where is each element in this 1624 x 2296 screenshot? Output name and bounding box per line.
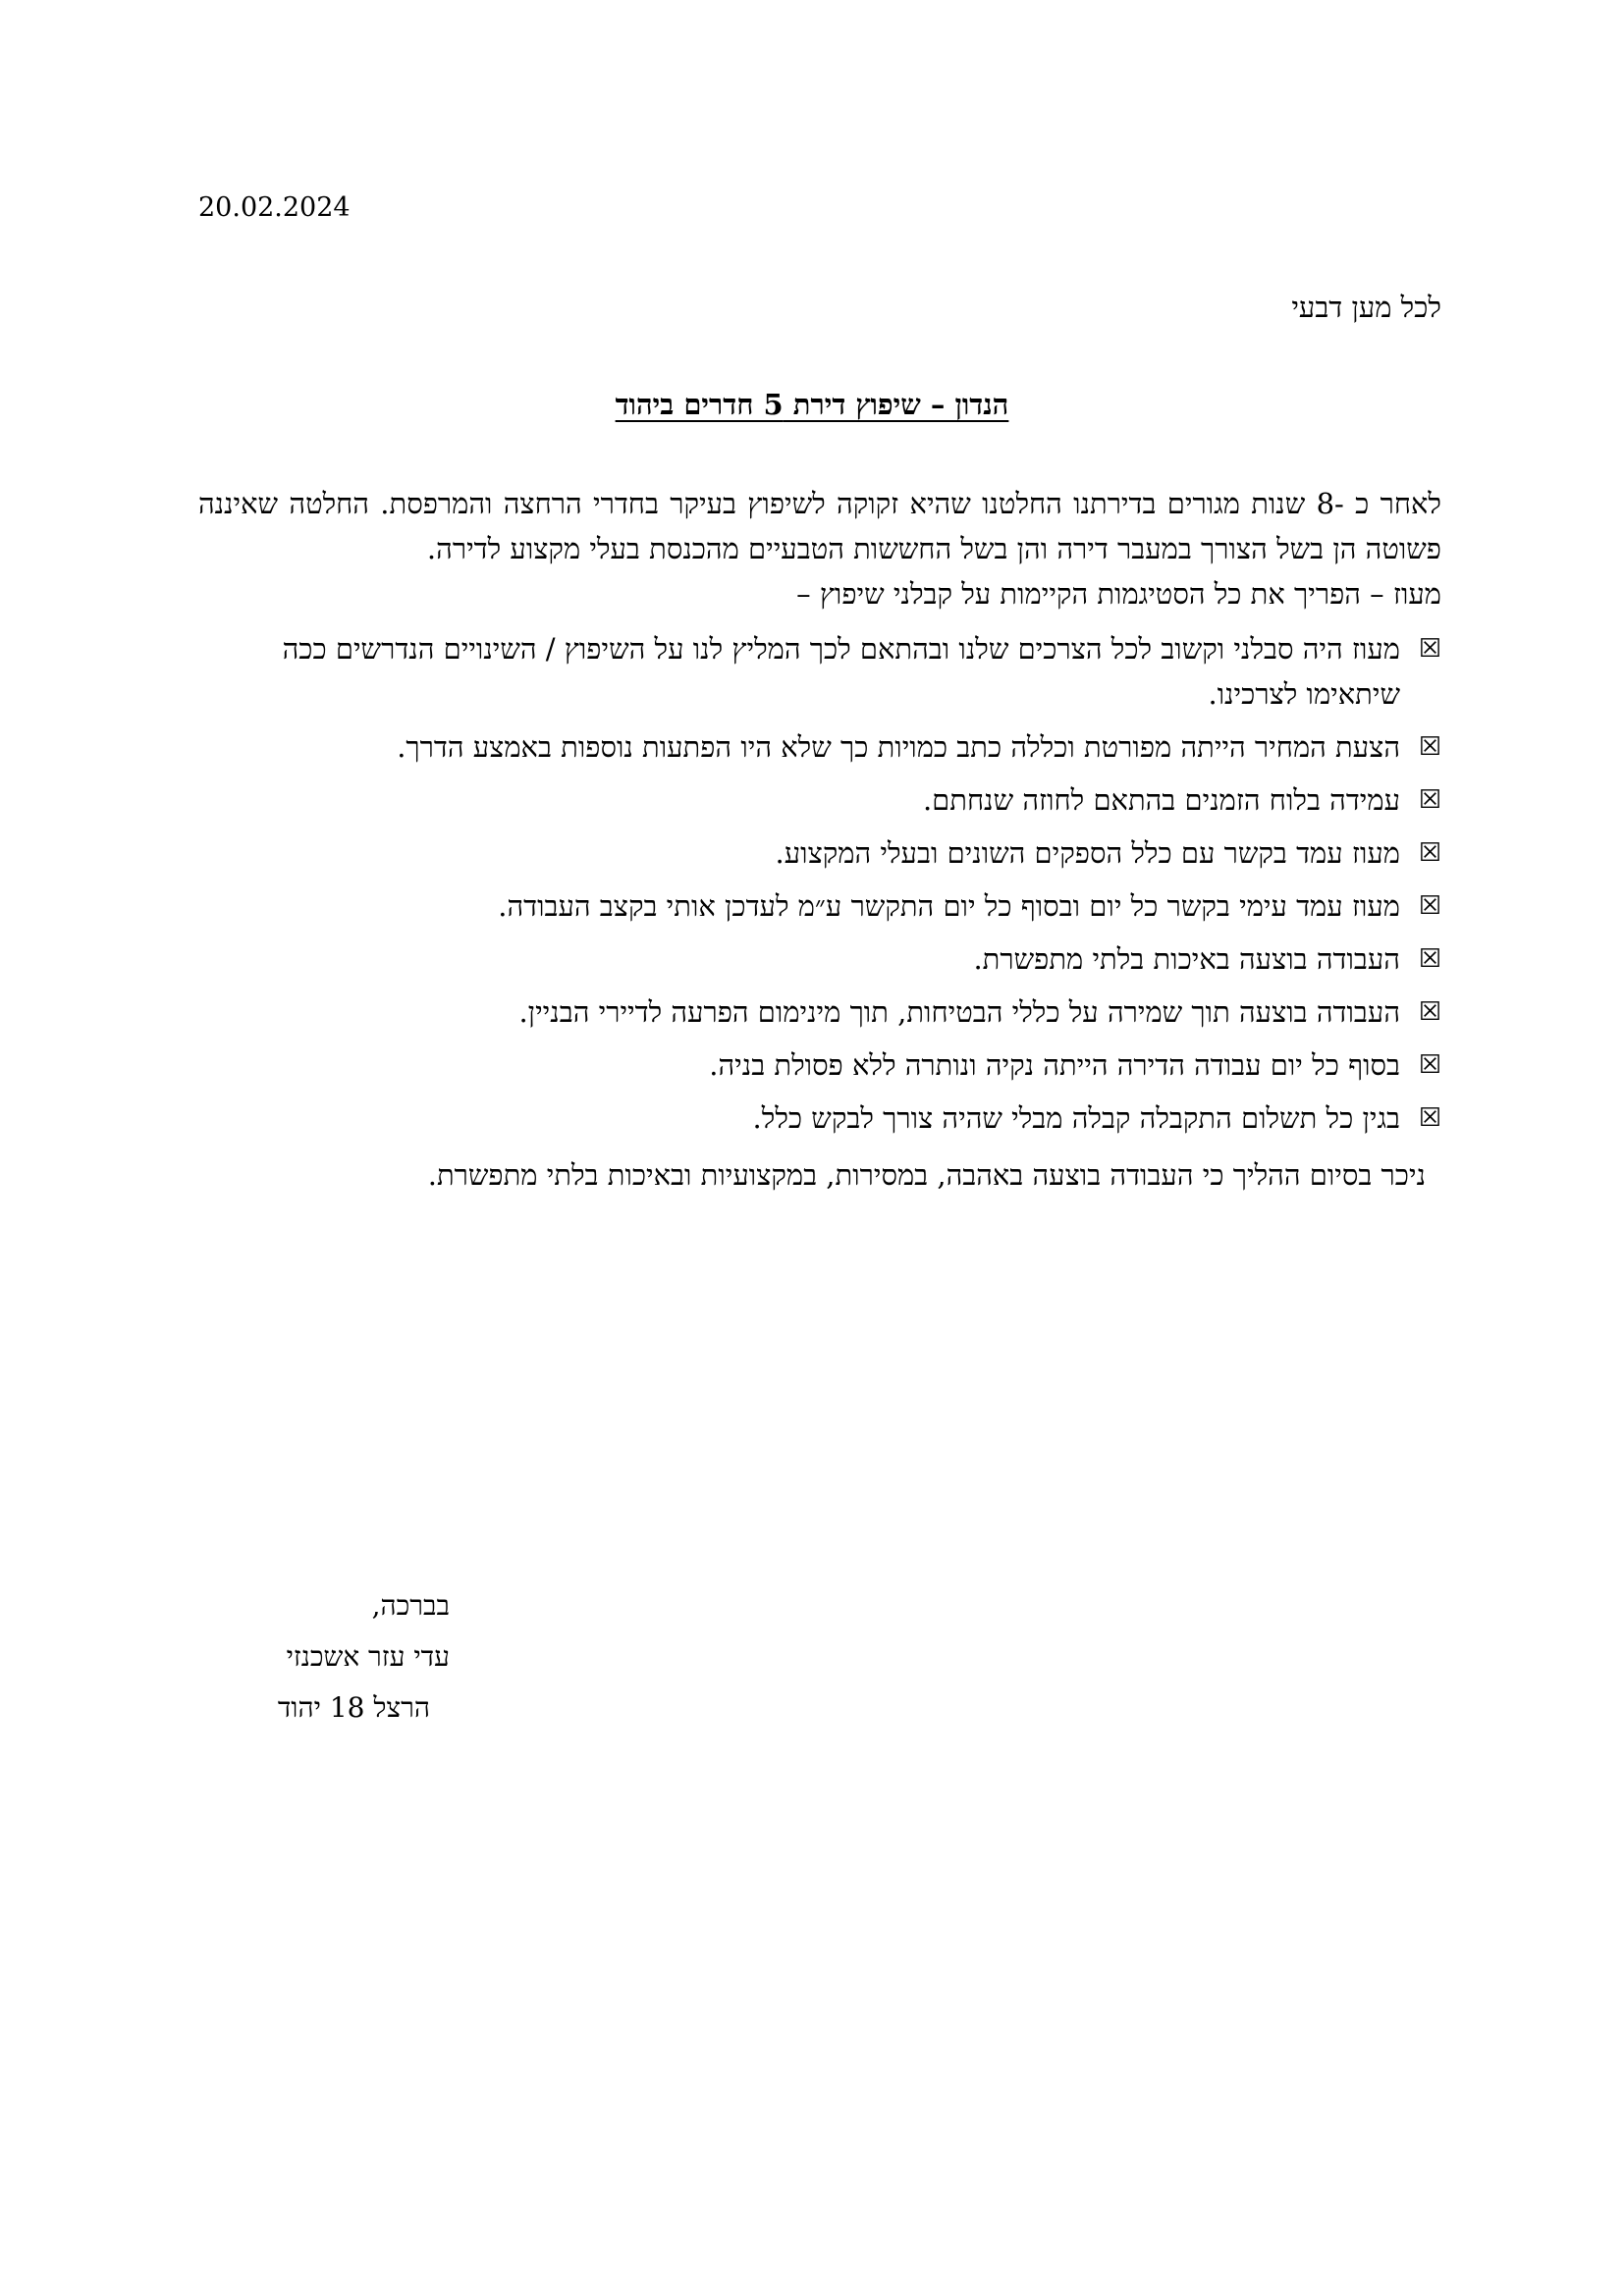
checked-box-icon: ☒ bbox=[1418, 732, 1441, 762]
list-item bbox=[198, 989, 1441, 1035]
list-item bbox=[198, 777, 1441, 823]
list-item-text: מעוז עמד עימי בקשר כל יום ובסוף כל יום התקשר ע״מ לעדכן אותי בקצב העבודה. bbox=[498, 889, 1400, 923]
list-item bbox=[198, 936, 1441, 982]
recommendation-list bbox=[198, 626, 1441, 1141]
list-item-text: העבודה בוצעה באיכות בלתי מתפשרת. bbox=[973, 942, 1400, 976]
list-item bbox=[198, 626, 1441, 717]
list-item bbox=[198, 1095, 1441, 1141]
list-item-text: בסוף כל יום עבודה הדירה הייתה נקיה ונותרה ללא פסולת בניה. bbox=[709, 1048, 1400, 1082]
list-item bbox=[198, 724, 1441, 770]
letter-body bbox=[198, 481, 1441, 1198]
list-item-text: העבודה בוצעה תוך שמירה על כללי הבטיחות, תוך מינימום הפרעה לדיירי הבניין. bbox=[518, 995, 1400, 1029]
checked-box-icon: ☒ bbox=[1418, 1050, 1441, 1080]
checked-box-icon: ☒ bbox=[1418, 891, 1441, 921]
checked-box-icon: ☒ bbox=[1418, 1103, 1441, 1133]
conclusion-paragraph: ניכר בסיום ההליך כי העבודה בוצעה באהבה, במסירות, במקצועיות ובאיכות בלתי מתפשרת. bbox=[427, 1158, 1426, 1192]
checked-box-icon: ☒ bbox=[1418, 785, 1441, 815]
signature-name: עדי עזר אשכנזי bbox=[286, 1640, 450, 1673]
intro-paragraph: לאחר כ -8 שנות מגורים בדירתנו החלטנו שהיא זקוקה לשיפוץ בעיקר בחדרי הרחצה והמרפסת. החלטה שאיננה פשוטה הן בשל הצורך במעבר דירה והן בשל החששות הטבעיים מהכנסת בעלי מקצוע לדירה. bbox=[198, 487, 1441, 565]
subject-text: הנדון – שיפוץ דירת 5 חדרים ביהוד bbox=[615, 388, 1009, 421]
checked-box-icon: ☒ bbox=[1418, 838, 1441, 868]
list-item-text: בגין כל תשלום התקבלה קבלה מבלי שהיה צורך לבקש כלל. bbox=[752, 1101, 1400, 1135]
signature-closing: בברכה, bbox=[371, 1589, 450, 1622]
list-item-text: מעוז היה סבלני וקשוב לכל הצרכים שלנו ובהתאם לכך המליץ לנו על השיפוץ / השינויים הנדרשים ככה שיתאימו לצרכינו. bbox=[282, 632, 1400, 711]
letter-subject bbox=[0, 388, 1624, 422]
checked-box-icon: ☒ bbox=[1418, 634, 1441, 664]
list-item-text: עמידה בלוח הזמנים בהתאם לחוזה שנחתם. bbox=[922, 783, 1400, 817]
list-item bbox=[198, 1042, 1441, 1088]
list-item bbox=[198, 883, 1441, 929]
lead-sentence: מעוז – הפריך את כל הסטיגמות הקיימות על קבלני שיפוץ – bbox=[796, 577, 1441, 611]
list-item bbox=[198, 830, 1441, 876]
list-item-text: הצעת המחיר הייתה מפורטת וכללה כתב כמויות כך שלא היו הפתעות נוספות באמצע הדרך. bbox=[397, 730, 1400, 764]
checked-box-icon: ☒ bbox=[1418, 997, 1441, 1027]
signature-block bbox=[278, 1580, 450, 1734]
checked-box-icon: ☒ bbox=[1418, 944, 1441, 974]
list-item-text: מעוז עמד בקשר עם כלל הספקים השונים ובעלי המקצוע. bbox=[775, 836, 1400, 870]
letter-recipient: לכל מען דבעי bbox=[1291, 291, 1441, 324]
letter-date: 20.02.2024 bbox=[198, 192, 351, 223]
signature-address: הרצל 18 יהוד bbox=[277, 1691, 430, 1724]
